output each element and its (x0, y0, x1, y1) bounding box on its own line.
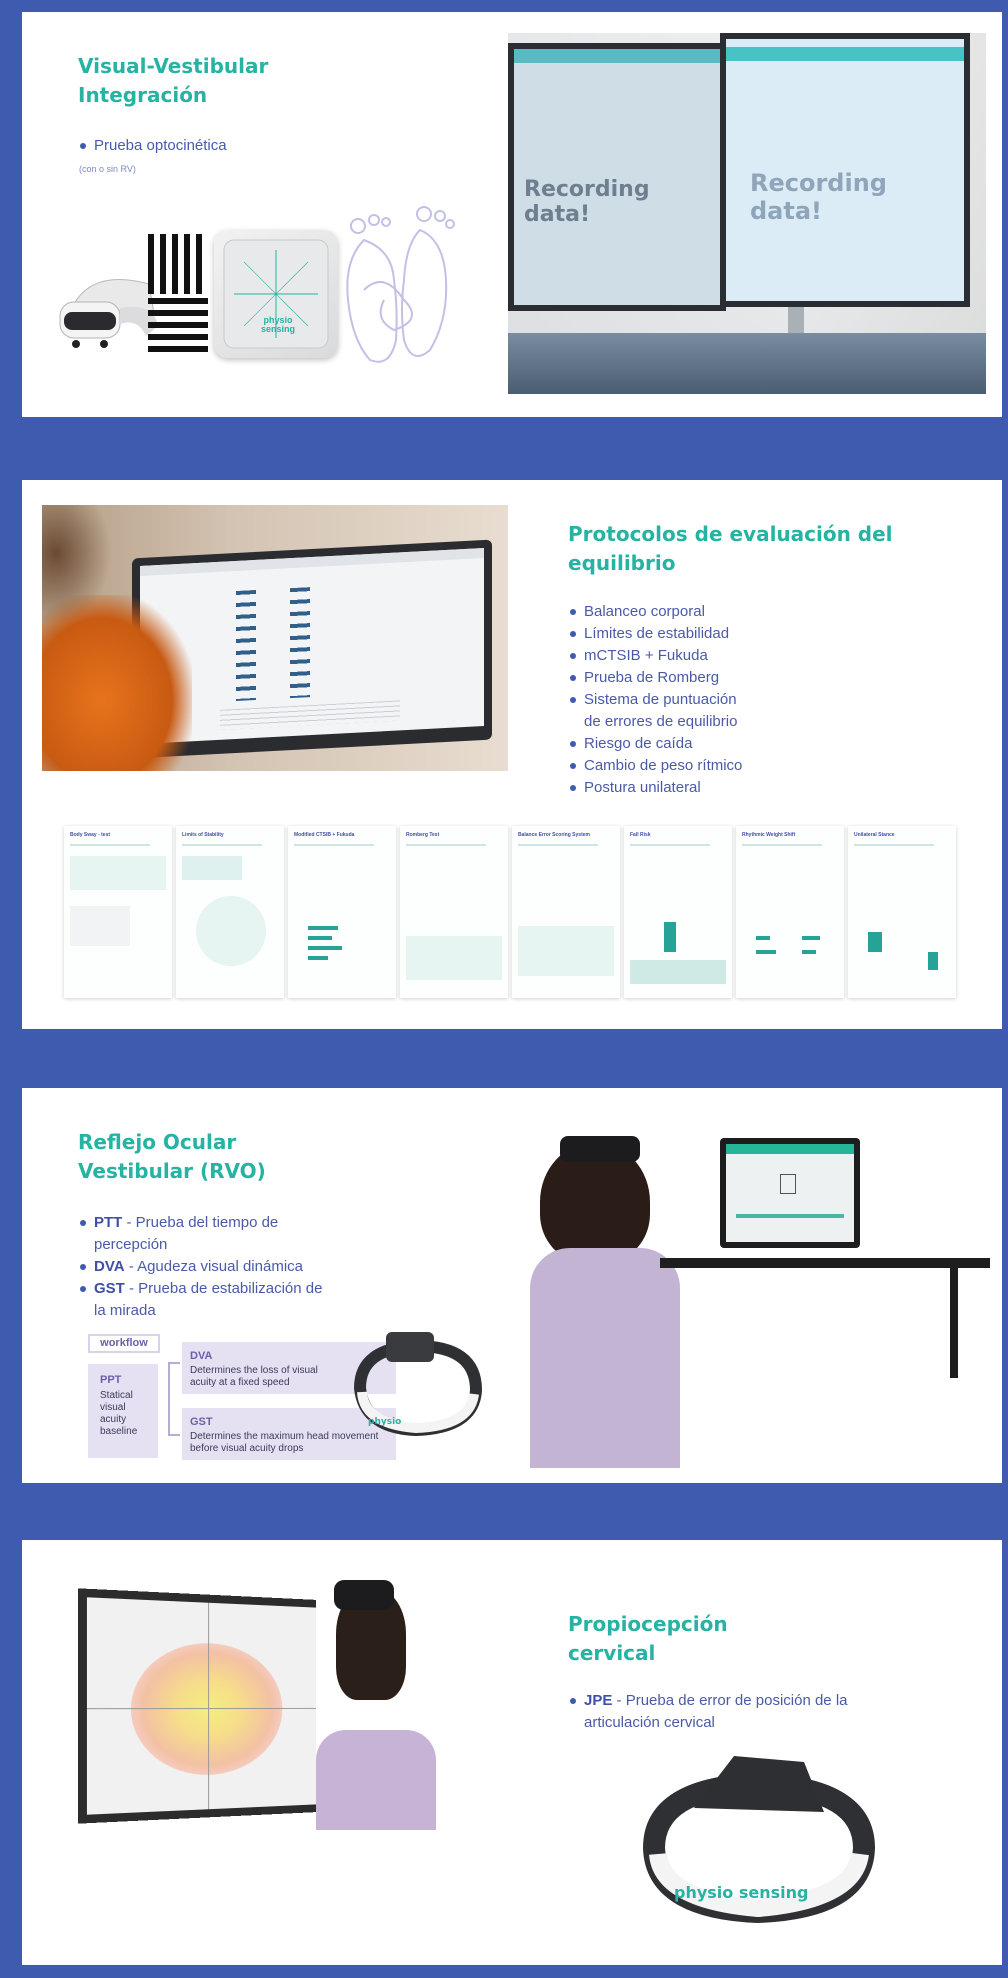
report-bar (308, 936, 332, 940)
woman-at-monitor-photo (510, 1128, 998, 1468)
section-title (78, 1128, 266, 1186)
list-item (568, 1690, 858, 1734)
feet-outline-image (334, 200, 466, 370)
workflow-tag: workflow (88, 1334, 160, 1353)
platform-lines (214, 230, 338, 358)
list-item (78, 1212, 338, 1256)
headset-brand: physio sensing (674, 1883, 809, 1902)
connector-line (168, 1434, 180, 1436)
report-line (70, 844, 150, 846)
report-table (518, 926, 614, 976)
list-item: Prueba de Romberg (568, 667, 742, 689)
report-thumbnail[interactable] (64, 826, 172, 998)
target-rings (131, 1641, 282, 1777)
head-sensor-headset-image (350, 1328, 484, 1438)
left-monitor (508, 43, 726, 311)
optokinetic-stripes-image (148, 234, 208, 356)
bullet-text: - Prueba del tiempo de percepción (94, 1214, 279, 1253)
head-sensor-headset-image (634, 1748, 884, 1924)
table-lines (220, 700, 400, 729)
desk-monitor (720, 1138, 860, 1248)
screen-optotype (780, 1174, 796, 1194)
list-item: Cambio de peso rítmico (568, 755, 742, 777)
gst-text: Determines the maximum head movement before visual acuity drops (190, 1431, 379, 1454)
section-vor (22, 1088, 1002, 1483)
report-thumbnail[interactable] (624, 826, 732, 998)
bullet-list (568, 601, 742, 799)
report-bar (308, 956, 328, 960)
bullet-key: PTT (94, 1214, 123, 1231)
report-table (630, 960, 726, 984)
woman-blouse (530, 1248, 680, 1468)
title-line-2: equilibrio (568, 551, 676, 575)
section-title (568, 520, 893, 578)
connector-line (168, 1362, 170, 1436)
clinician-monitor-photo (42, 505, 508, 771)
platform-brand: physio sensing (260, 315, 295, 334)
connector-line (168, 1362, 180, 1364)
report-bar (308, 926, 338, 930)
title-line-2: Integración (78, 83, 208, 107)
chart-bars-1 (236, 590, 256, 701)
desk-top (660, 1258, 990, 1268)
list-item: Postura unilateral (568, 777, 742, 799)
report-title: Fall Risk (630, 832, 651, 838)
title-line-1: Propiocepción (568, 1612, 728, 1636)
list-item: Riesgo de caída (568, 733, 742, 755)
report-line (406, 844, 486, 846)
report-bar (802, 950, 816, 954)
right-monitor-bar (726, 47, 964, 61)
list-item: Balanceo corporal (568, 601, 742, 623)
bullet-key: GST (94, 1280, 125, 1297)
list-item: Límites de estabilidad (568, 623, 742, 645)
target-v-axis (208, 1603, 209, 1810)
section-cervical-proprioception (22, 1540, 1002, 1965)
desk-monitor-screen (726, 1144, 854, 1242)
section-title (568, 1610, 728, 1668)
bullet-key: DVA (94, 1258, 125, 1275)
balance-platform-image (214, 230, 338, 358)
ppt-box (88, 1364, 158, 1458)
list-item-continued: de errores de equilibrio (584, 713, 738, 730)
headset-on-head (334, 1580, 394, 1610)
list-item: Prueba optocinética (78, 135, 227, 157)
right-monitor (720, 33, 970, 307)
ppt-text: Statical visual acuity baseline (100, 1390, 138, 1437)
list-item: Sistema de puntuación (568, 689, 742, 711)
report-thumbnail[interactable] (736, 826, 844, 998)
report-title: Unilateral Stance (854, 832, 895, 838)
bullet-text: - Prueba de estabilización de la mirada (94, 1280, 323, 1319)
left-monitor-text: Recording data! (524, 177, 650, 227)
screen-header-bar (726, 1144, 854, 1154)
report-table (70, 856, 166, 890)
report-bar (756, 950, 776, 954)
person-hair (42, 505, 112, 625)
woman-profile (316, 1580, 436, 1830)
report-title: Body Sway - test (70, 832, 111, 838)
report-radar (196, 896, 266, 966)
report-bar (868, 932, 882, 952)
report-line (182, 844, 262, 846)
bullet-list (78, 135, 227, 157)
bullet-key: JPE (584, 1692, 613, 1709)
list-item: mCTSIB + Fukuda (568, 645, 742, 667)
chart-bars-2 (290, 587, 310, 698)
dva-text: Determines the loss of visual acuity at a fixed speed (190, 1365, 318, 1388)
report-bar (802, 936, 820, 940)
report-box (182, 856, 242, 880)
report-bar (308, 946, 342, 950)
title-line-2: cervical (568, 1641, 656, 1665)
desk-leg (950, 1258, 958, 1378)
bullet-text: - Agudeza visual dinámica (124, 1258, 303, 1275)
left-monitor-bar (514, 49, 720, 63)
target-screen-photo (66, 1580, 478, 1830)
report-title: Rhythmic Weight Shift (742, 832, 796, 838)
floor-area (508, 333, 986, 394)
woman-blouse (316, 1730, 436, 1830)
ppt-title: PPT (100, 1374, 122, 1386)
report-thumbnail[interactable] (288, 826, 396, 998)
list-item (78, 1278, 338, 1322)
rv-note: (con o sin RV) (79, 164, 136, 174)
browser-bar (140, 548, 484, 576)
bullet-list (568, 1690, 858, 1734)
section-balance-protocols (22, 480, 1002, 1029)
right-monitor-text: Recording data! (750, 169, 887, 225)
report-line (742, 844, 822, 846)
report-bar (756, 936, 770, 940)
title-line-2: Vestibular (RVO) (78, 1159, 266, 1183)
report-line (854, 844, 934, 846)
bullet-list (78, 1212, 338, 1322)
recording-monitors-photo (508, 33, 986, 394)
bullet-text: - Prueba de error de posición de la articulación cervical (584, 1692, 848, 1731)
report-title: Limits of Stability (182, 832, 224, 838)
report-line (630, 844, 710, 846)
title-line-1: Visual-Vestibular (78, 54, 269, 78)
report-bar (664, 922, 676, 952)
headset-on-head (560, 1136, 640, 1162)
gst-title: GST (190, 1416, 213, 1428)
report-title: Balance Error Scoring System (518, 832, 590, 838)
section-title (78, 52, 268, 110)
report-line (518, 844, 598, 846)
report-bar (928, 952, 938, 970)
headset-brand: physio (368, 1417, 402, 1427)
report-title: Romberg Test (406, 832, 440, 838)
report-chart (70, 906, 130, 946)
report-thumbnail[interactable] (400, 826, 508, 998)
report-thumbnails (64, 826, 956, 998)
list-item (78, 1256, 338, 1278)
report-title: Modified CTSIB + Fukuda (294, 832, 355, 838)
report-line (294, 844, 374, 846)
report-thumbnail[interactable] (512, 826, 620, 998)
title-line-1: Protocolos de evaluación del (568, 522, 893, 546)
screen-progress (736, 1214, 844, 1218)
dva-title: DVA (190, 1350, 213, 1362)
report-thumbnail[interactable] (848, 826, 956, 998)
report-thumbnail[interactable] (176, 826, 284, 998)
section-visual-vestibular (22, 12, 1002, 417)
title-line-1: Reflejo Ocular (78, 1130, 237, 1154)
report-table (406, 936, 502, 980)
